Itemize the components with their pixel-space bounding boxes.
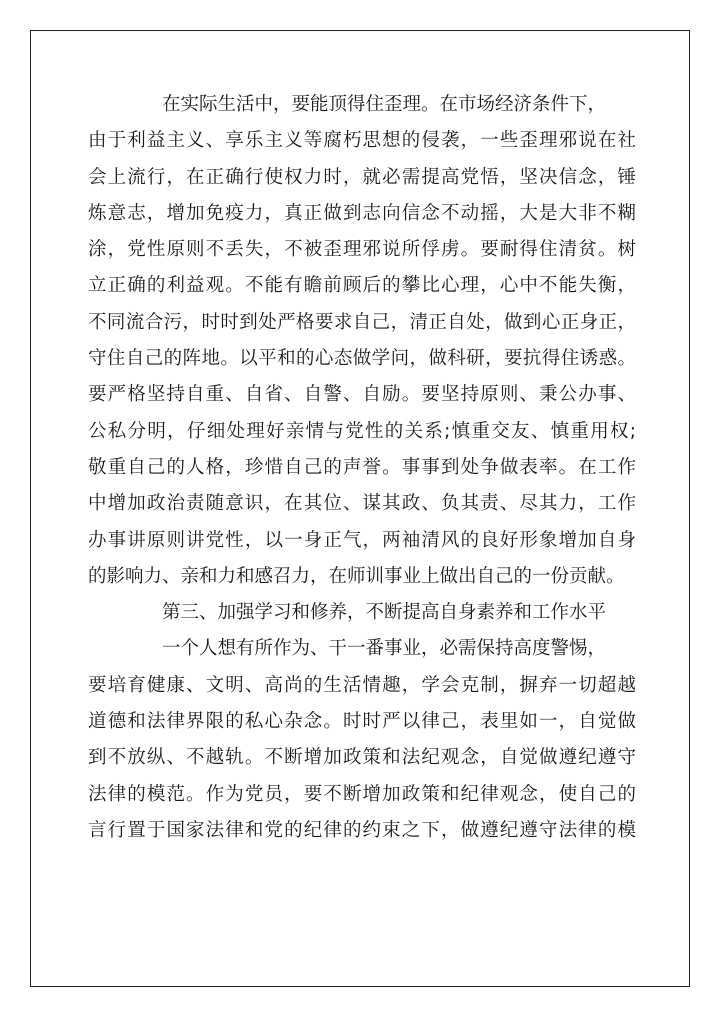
text-line: 涂，党性原则不丢失，不被歪理邪说所俘虏。要耐得住清贫。树 [88,239,636,261]
text-line: 守住自己的阵地。以平和的心态做学问，做科研，要抗得住诱惑。 [88,348,636,370]
text-line: 中增加政治责随意识，在其位、谋其政、负其责、尽其力，工作 [88,493,636,515]
text-line: 要培育健康、文明、高尚的生活情趣，学会克制，摒弃一切超越 [88,674,636,696]
text-line: 不同流合污，时时到处严格要求自己，清正自处，做到心正身正， [88,311,636,333]
text-line: 办事讲原则讲党性，以一身正气，两袖清风的良好形象增加自身 [88,529,636,551]
text-line: 由于利益主义、享乐主义等腐朽思想的侵袭，一些歪理邪说在社 [88,130,636,152]
text-line: 的影响力、亲和力和感召力，在师训事业上做出自己的一份贡献。 [88,565,625,587]
text-line: 到不放纵、不越轨。不断增加政策和法纪观念，自觉做遵纪遵守 [88,747,636,769]
text-line: 第三、加强学习和修养，不断提高自身素养和工作水平 [162,602,607,624]
document-body [88,87,636,849]
text-line: 道德和法律界限的私心杂念。时时严以律己，表里如一，自觉做 [88,711,636,733]
text-line: 炼意志，增加免疫力，真正做到志向信念不动摇，大是大非不糊 [88,202,636,224]
text-line: 公私分明，仔细处理好亲情与党性的关系;慎重交友、慎重用权; [88,420,636,442]
text-line: 要严格坚持自重、自省、自警、自励。要坚持原则、秉公办事、 [88,384,636,406]
text-line: 法律的模范。作为党员，要不断增加政策和纪律观念，使自己的 [88,783,636,805]
text-line: 敬重自己的人格，珍惜自己的声誉。事事到处争做表率。在工作 [88,456,636,478]
text-line: 会上流行，在正确行使权力时，就必需提高党悟，坚决信念，锤 [88,166,636,188]
text-line: 在实际生活中，要能顶得住歪理。在市场经济条件下， [162,94,607,115]
text-line: 立正确的利益观。不能有瞻前顾后的攀比心理，心中不能失衡， [88,275,636,297]
text-line: 言行置于国家法律和党的纪律的约束之下，做遵纪遵守法律的模 [88,819,636,841]
text-line: 一个人想有所作为、干一番事业，必需保持高度警惕， [162,638,607,660]
